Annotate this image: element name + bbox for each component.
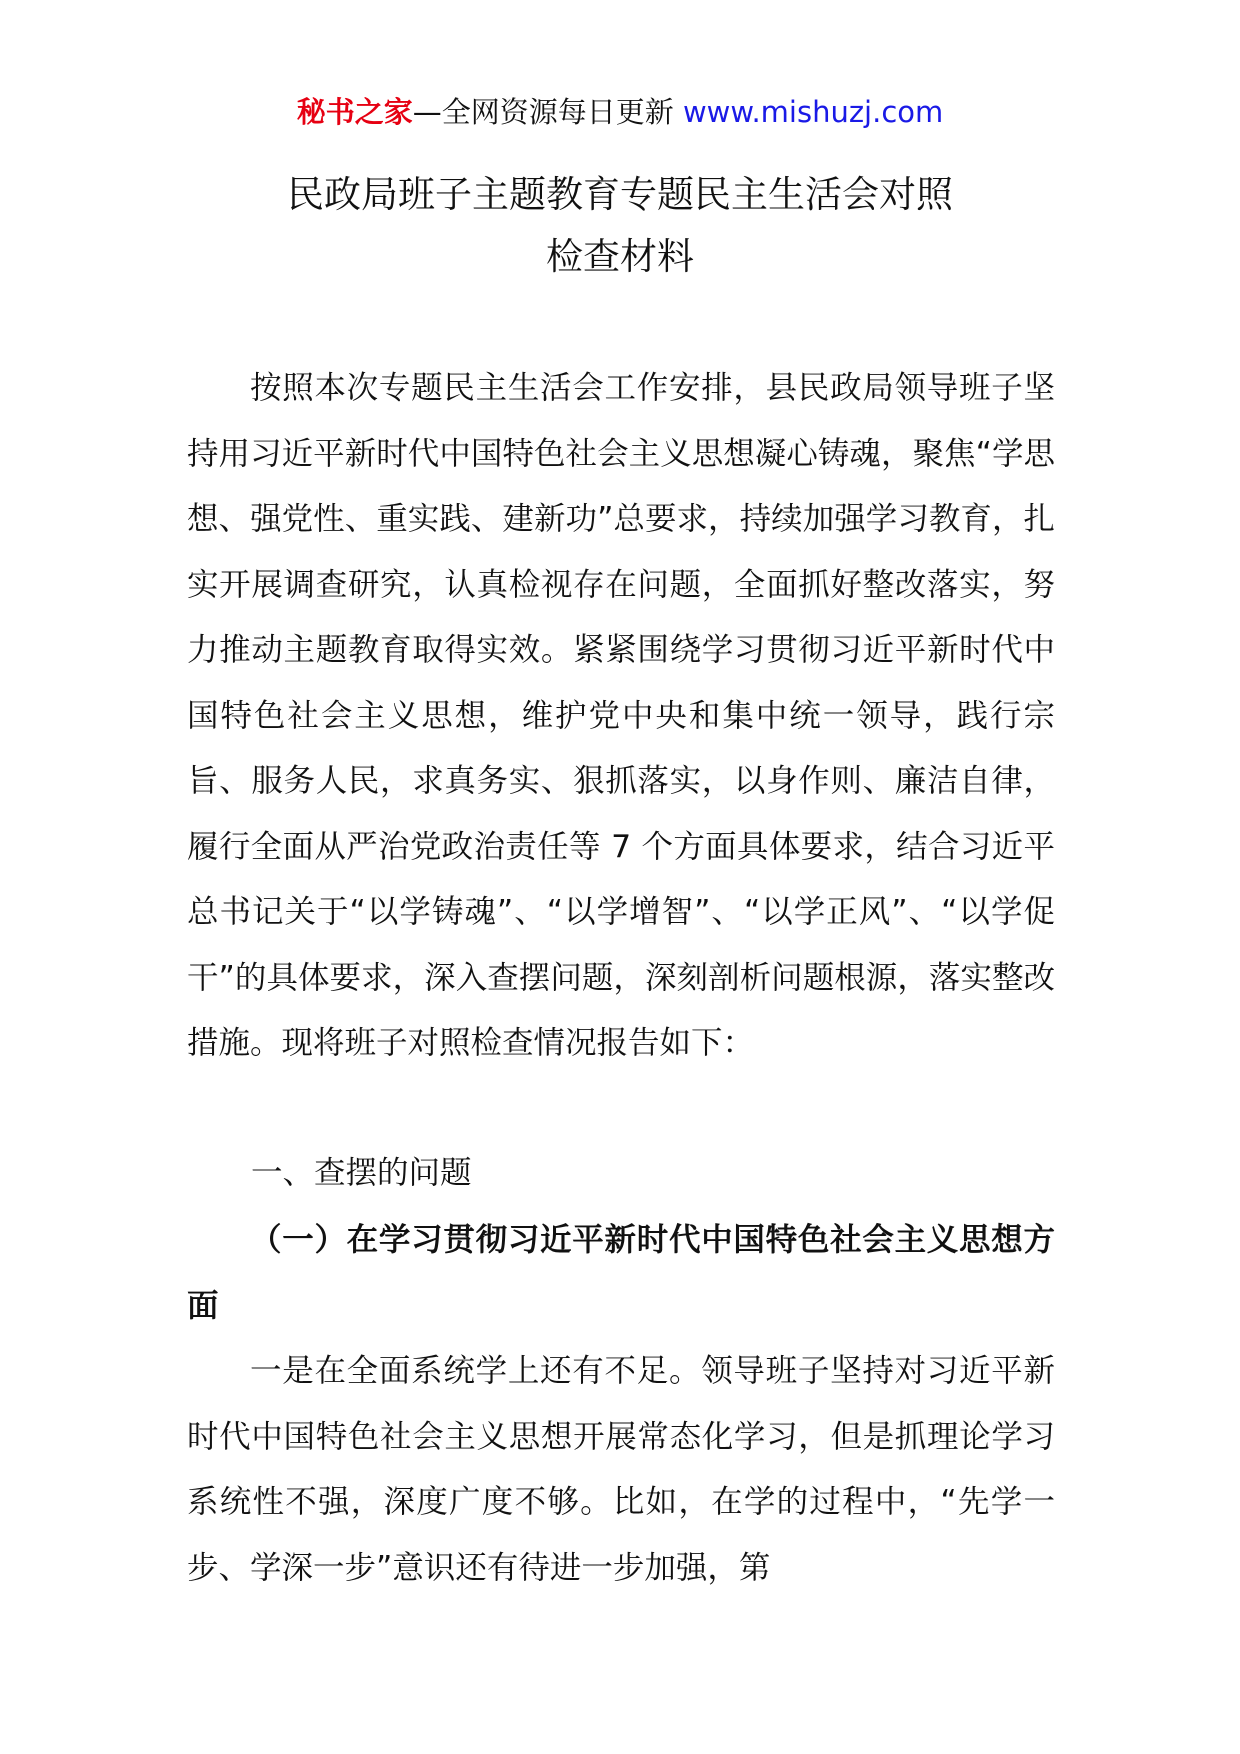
document-title-line-1: 民政局班子主题教育专题民主生活会对照	[287, 173, 953, 216]
intro-paragraph: 按照本次专题民主生活会工作安排，县民政局领导班子坚持用习近平新时代中国特色社会主义思想凝心铸魂，聚焦“学思想、强党性、重实践、建新功”总要求，持续加强学习教育，扎实开展调查研究，认真检视存在问题，全面抓好整改落实，努力推动主题教育取得实效。紧紧围绕学习贯彻习近平新时代中国特色社会主义思想，维护党中央和集中统一领导，践行宗旨、服务人民，求真务实、狠抓落实，以身作则、廉洁自律，履行全面从严治党政治责任等 7 个方面具体要求，结合习近平总书记关于“以学铸魂”、“以学增智”、“以学正风”、“以学促干”的具体要求，深入查摆问题，深刻剖析问题根源，落实整改措施。现将班子对照检查情况报告如下：	[187, 370, 1055, 1061]
brand-url[interactable]: www.mishuzj.com	[682, 95, 944, 129]
site-watermark-header	[0, 92, 1240, 132]
subsection-heading: （一）在学习贯彻习近平新时代中国特色社会主义思想方面	[187, 1222, 1055, 1324]
brand-name: 秘书之家	[296, 95, 413, 129]
document-title-line-2: 检查材料	[546, 235, 694, 278]
section-heading: 一、查摆的问题	[251, 1155, 472, 1191]
body-paragraph: 一是在全面系统学上还有不足。领导班子坚持对习近平新时代中国特色社会主义思想开展常态化学习，但是抓理论学习系统性不强，深度广度不够。比如，在学的过程中，“先学一步、学深一步”意识还有待进一步加强，第	[187, 1353, 1055, 1586]
brand-tagline: —全网资源每日更新	[412, 95, 674, 129]
document-title	[0, 164, 1240, 288]
